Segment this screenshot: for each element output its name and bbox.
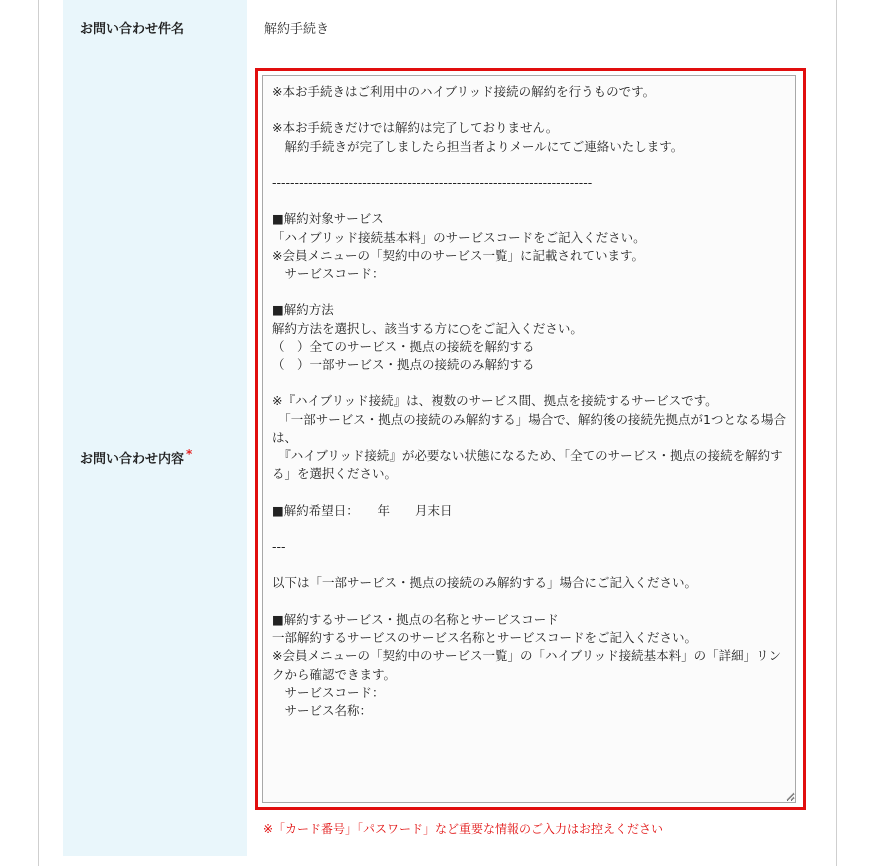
subject-value: 解約手続き — [264, 22, 330, 37]
form-label-column — [63, 0, 247, 856]
frame-border-right — [836, 0, 837, 866]
content-label: お問い合わせ内容 — [80, 452, 185, 467]
sensitive-info-warning: ※「カード番号」「パスワード」など重要な情報のご入力はお控えください — [263, 822, 664, 836]
content-label-row — [80, 448, 192, 467]
required-mark: * — [186, 447, 193, 461]
subject-label: お問い合わせ件名 — [80, 22, 185, 37]
content-textarea[interactable] — [262, 75, 796, 803]
resize-grip-icon[interactable] — [786, 792, 795, 801]
frame-border-left — [38, 0, 39, 866]
